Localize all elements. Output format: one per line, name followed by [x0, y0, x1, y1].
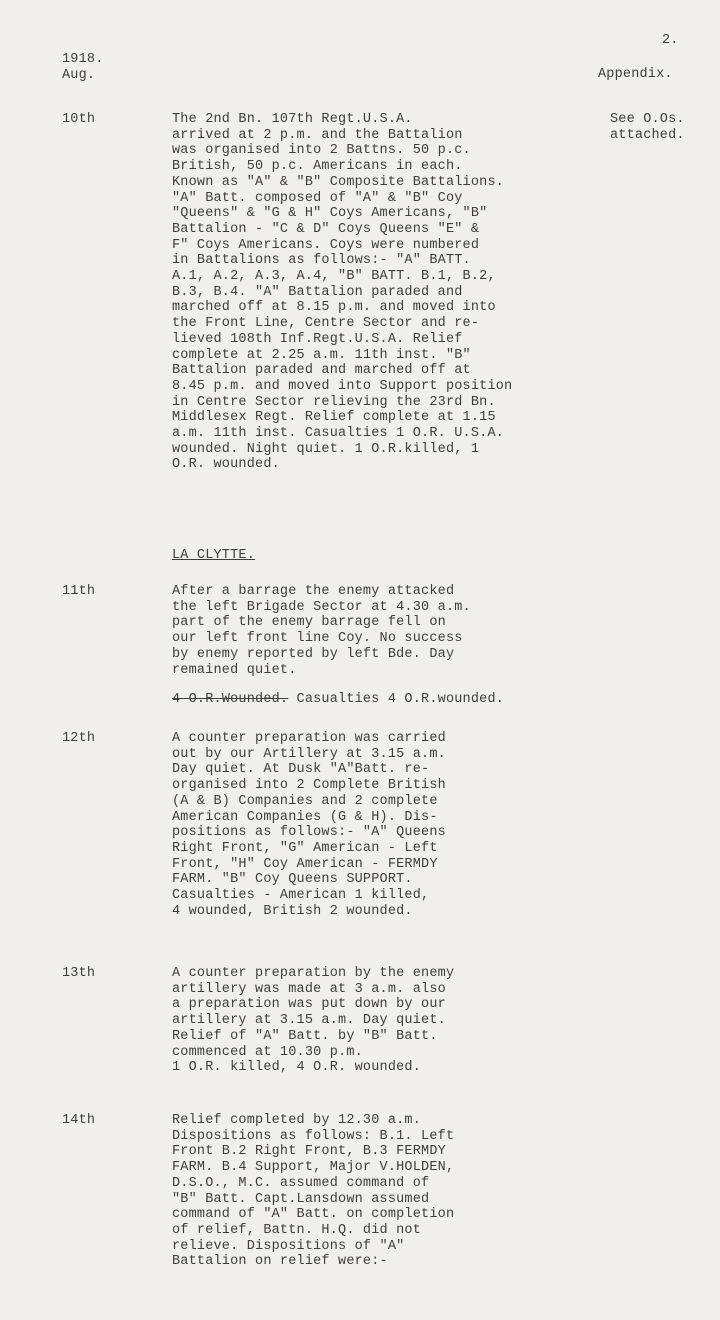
corrected-casualties-text: Casualties 4 O.R.wounded.	[288, 692, 505, 707]
year-label: 1918.	[62, 52, 104, 67]
entry-text-10th: The 2nd Bn. 107th Regt.U.S.A. arrived at 2 p.m. and the Battalion was organised into 2 Battns. 50 p.c. British, 50 p.c. Americans in each. Known as "A" & "B" Composite Battalions. "A" Batt. composed of "A" & "B" Coy "Queens" & "G & H" Coys Americans, "B" Battalion - "C & D" Coys Queens "E" & F" Coys Americans. Coys were numbered in Battalions as follows:- "A" BATT. A.1, A.2, A.3, A.4, "B" BATT. B.1, B.2, B.3, B.4. "A" Battalion paraded and marched off at 8.15 p.m. and moved into the Front Line, Centre Sector and re- lieved 108th Inf.Regt.U.S.A. Relief complete at 2.25 a.m. 11th inst. "B" Battalion paraded and marched off at 8.45 p.m. and moved into Support position in Centre Sector relieving the 23rd Bn. Middlesex Regt. Relief complete at 1.15 a.m. 11th inst. Casualties 1 O.R. U.S.A. wounded. Night quiet. 1 O.R.killed, 1 O.R. wounded.	[172, 112, 513, 473]
entry-date-10th: 10th	[62, 112, 96, 127]
entry-date-14th: 14th	[62, 1113, 96, 1128]
entry-text-14th: Relief completed by 12.30 a.m. Dispositions as follows: B.1. Left Front B.2 Right Front, B.3 FERMDY FARM. B.4 Support, Major V.HOLDEN, D.S.O., M.C. assumed command of "B" Batt. Capt.Lansdown assumed command of "A" Batt. on completion of relief, Battn. H.Q. did not relieve. Dispositions of "A" Battalion on relief were:-	[172, 1113, 455, 1270]
entry-date-13th: 13th	[62, 966, 96, 981]
entry-casualties-11th	[172, 692, 632, 708]
month-label: Aug.	[62, 68, 96, 83]
entry-text-13th: A counter preparation by the enemy artillery was made at 3 a.m. also a preparation was put down by our artillery at 3.15 a.m. Day quiet. Relief of "A" Batt. by "B" Batt. commenced at 10.30 p.m. 1 O.R. killed, 4 O.R. wounded.	[172, 966, 455, 1076]
struck-out-text: 4 O.R.Wounded.	[172, 692, 289, 707]
page-number: 2.	[662, 33, 679, 48]
appendix-note-10th: See O.Os. attached.	[610, 112, 685, 143]
location-heading: LA CLYTTE.	[172, 548, 256, 563]
entry-text-12th: A counter preparation was carried out by our Artillery at 3.15 a.m. Day quiet. At Dusk "A"Batt. re- organised into 2 Complete British (A & B) Companies and 2 complete American Companies (G & H). Dis- positions as follows:- "A" Queens Right Front, "G" American - Left Front, "H" Coy American - FERMDY FARM. "B" Coy Queens SUPPORT. Casualties - American 1 killed, 4 wounded, British 2 wounded.	[172, 731, 446, 919]
entry-date-11th: 11th	[62, 584, 96, 599]
entry-text-11th: After a barrage the enemy attacked the left Brigade Sector at 4.30 a.m. part of the enemy barrage fell on our left front line Coy. No success by enemy reported by left Bde. Day remained quiet.	[172, 584, 471, 678]
appendix-column-heading: Appendix.	[598, 67, 673, 82]
entry-date-12th: 12th	[62, 731, 96, 746]
